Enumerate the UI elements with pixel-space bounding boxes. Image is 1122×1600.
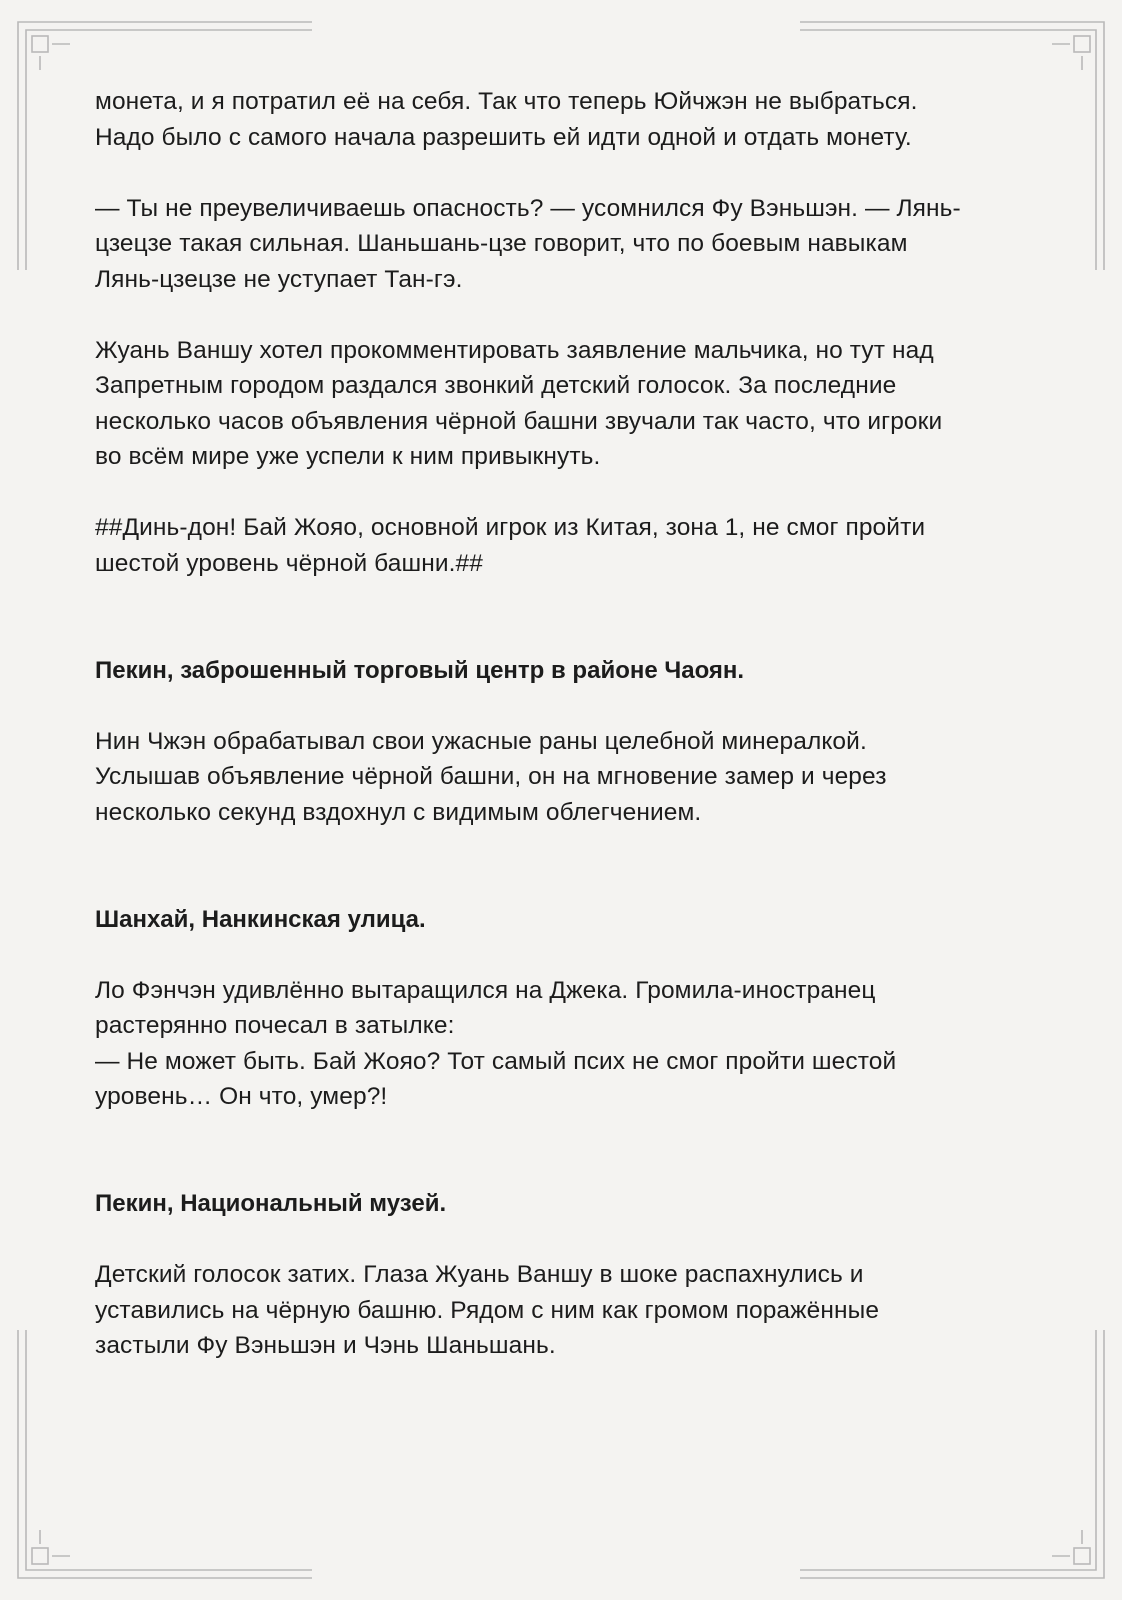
text-line: несколько секунд вздохнул с видимым облегчением. bbox=[95, 798, 702, 826]
section-heading: Пекин, заброшенный торговый центр в районе Чаоян. bbox=[95, 656, 745, 684]
document-body bbox=[95, 84, 1030, 1399]
text-line: во всём мире уже успели к ним привыкнуть. bbox=[95, 443, 601, 470]
text-line: растерянно почесал в затылке: bbox=[95, 1012, 455, 1039]
section-heading: Пекин, Национальный музей. bbox=[95, 1190, 447, 1217]
text-line: Детский голосок затих. Глаза Жуань Ваншу в шоке распахнулись и bbox=[95, 1261, 864, 1288]
section-spacer bbox=[95, 1150, 1030, 1186]
text-line: монета, и я потратил её на себя. Так что теперь Юйчжэн не выбраться. bbox=[95, 88, 918, 115]
text-line: — Ты не преувеличиваешь опасность? — усомнился Фу Вэньшэн. — Лянь- bbox=[95, 194, 961, 222]
text-line: цзецзе такая сильная. Шаньшань-цзе говорит, что по боевым навыкам bbox=[95, 230, 908, 257]
text-line: ##Динь-дон! Бай Жояо, основной игрок из Китая, зона 1, не смог пройти bbox=[95, 514, 926, 541]
paragraph bbox=[95, 724, 1030, 831]
text-line: — Не может быть. Бай Жояо? Тот самый псих не смог пройти шестой bbox=[95, 1047, 897, 1075]
text-line: Надо было с самого начала разрешить ей идти одной и отдать монету. bbox=[95, 123, 912, 151]
paragraph bbox=[95, 1257, 1030, 1364]
text-line: Запретным городом раздался звонкий детский голосок. За последние bbox=[95, 372, 897, 399]
text-line: уровень… Он что, умер?! bbox=[95, 1083, 388, 1110]
paragraph bbox=[95, 191, 1030, 298]
text-line: Услышав объявление чёрной башни, он на мгновение замер и через bbox=[95, 763, 887, 790]
text-line: Нин Чжэн обрабатывал свои ужасные раны целебной минералкой. bbox=[95, 727, 867, 755]
text-line: уставились на чёрную башню. Рядом с ним как громом поражённые bbox=[95, 1296, 880, 1324]
paragraph bbox=[95, 84, 1030, 155]
section-heading: Шанхай, Нанкинская улица. bbox=[95, 905, 426, 933]
text-line: Лянь-цзецзе не уступает Тан-гэ. bbox=[95, 265, 463, 293]
text-line: Ло Фэнчэн удивлённо вытаращился на Джека. Громила-иностранец bbox=[95, 976, 876, 1004]
section-spacer bbox=[95, 866, 1030, 902]
paragraph bbox=[95, 510, 1030, 581]
section-spacer bbox=[95, 617, 1030, 653]
paragraph bbox=[95, 333, 1030, 475]
text-line: шестой уровень чёрной башни.## bbox=[95, 549, 483, 577]
text-line: Жуань Ваншу хотел прокомментировать заявление мальчика, но тут над bbox=[95, 336, 934, 364]
text-line: застыли Фу Вэньшэн и Чэнь Шаньшань. bbox=[95, 1332, 556, 1359]
text-line: несколько часов объявления чёрной башни звучали так часто, что игроки bbox=[95, 407, 943, 435]
paragraph bbox=[95, 973, 1030, 1115]
